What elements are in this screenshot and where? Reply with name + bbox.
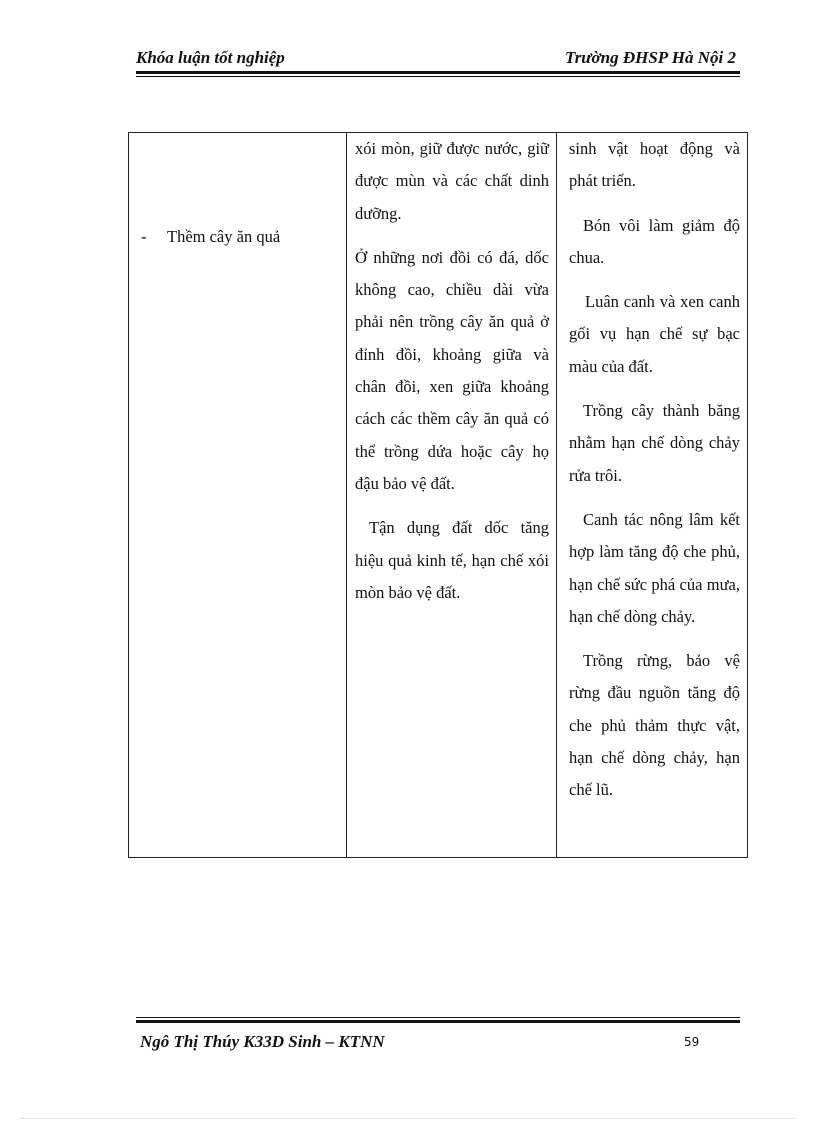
measure-paragraph: Tận dụng đất dốc tăng hiệu quả kinh tế, hạn chế xói mòn bảo vệ đất.	[355, 518, 549, 602]
effect-paragraph: Canh tác nông lâm kết hợp làm tăng độ che phủ, hạn chế sức phá của mưa, hạn chế dòng chảy.	[569, 509, 740, 626]
footer-rule-thick	[136, 1020, 740, 1023]
effect-paragraph: Trồng rừng, bảo vệ rừng đầu nguồn tăng độ che phủ thảm thực vật, hạn chế dòng chảy, hạn chế lũ.	[569, 651, 740, 800]
effect-paragraph: Bón vôi làm giảm độ chua.	[569, 215, 740, 267]
footer-author: Ngô Thị Thúy K33D Sinh – KTNN	[140, 1032, 385, 1051]
table-cell-effects	[557, 133, 748, 858]
effect-paragraph: Luân canh và xen canh gối vụ hạn chế sự bạc màu của đất.	[569, 292, 740, 376]
footer-rule-thin	[136, 1017, 740, 1018]
page-edge-divider	[20, 1118, 796, 1119]
page-footer	[136, 1030, 740, 1054]
header-thesis-title: Khóa luận tốt nghiệp	[136, 48, 285, 67]
content-table	[128, 132, 748, 858]
table-cell-category	[129, 133, 347, 858]
measure-paragraph: xói mòn, giữ được nước, giữ được mùn và các chất dinh dưỡng.	[355, 139, 549, 223]
header-university: Trường ĐHSP Hà Nội 2	[564, 48, 736, 67]
page-header	[136, 48, 740, 72]
measure-paragraph: Ở những nơi đồi có đá, dốc không cao, chiều dài vừa phải nên trồng cây ăn quả ở đỉnh đồi, khoảng giữa và chân đồi, xen giữa khoảng cách các thềm cây ăn quả có thể trồng dứa hoặc cây họ đậu bảo vệ đất.	[355, 247, 549, 493]
table-cell-measures	[347, 133, 557, 858]
category-item	[141, 227, 280, 247]
page-number: 59	[684, 1035, 700, 1049]
header-rule-thin	[136, 76, 740, 77]
list-dash: -	[141, 227, 147, 246]
category-label: Thềm cây ăn quả	[167, 227, 281, 246]
effect-paragraph: sinh vật hoạt động và phát triển.	[569, 139, 740, 191]
table-row	[129, 133, 748, 858]
effect-paragraph: Trồng cây thành băng nhằm hạn chế dòng chảy rửa trôi.	[569, 401, 740, 485]
header-rule-thick	[136, 71, 740, 74]
